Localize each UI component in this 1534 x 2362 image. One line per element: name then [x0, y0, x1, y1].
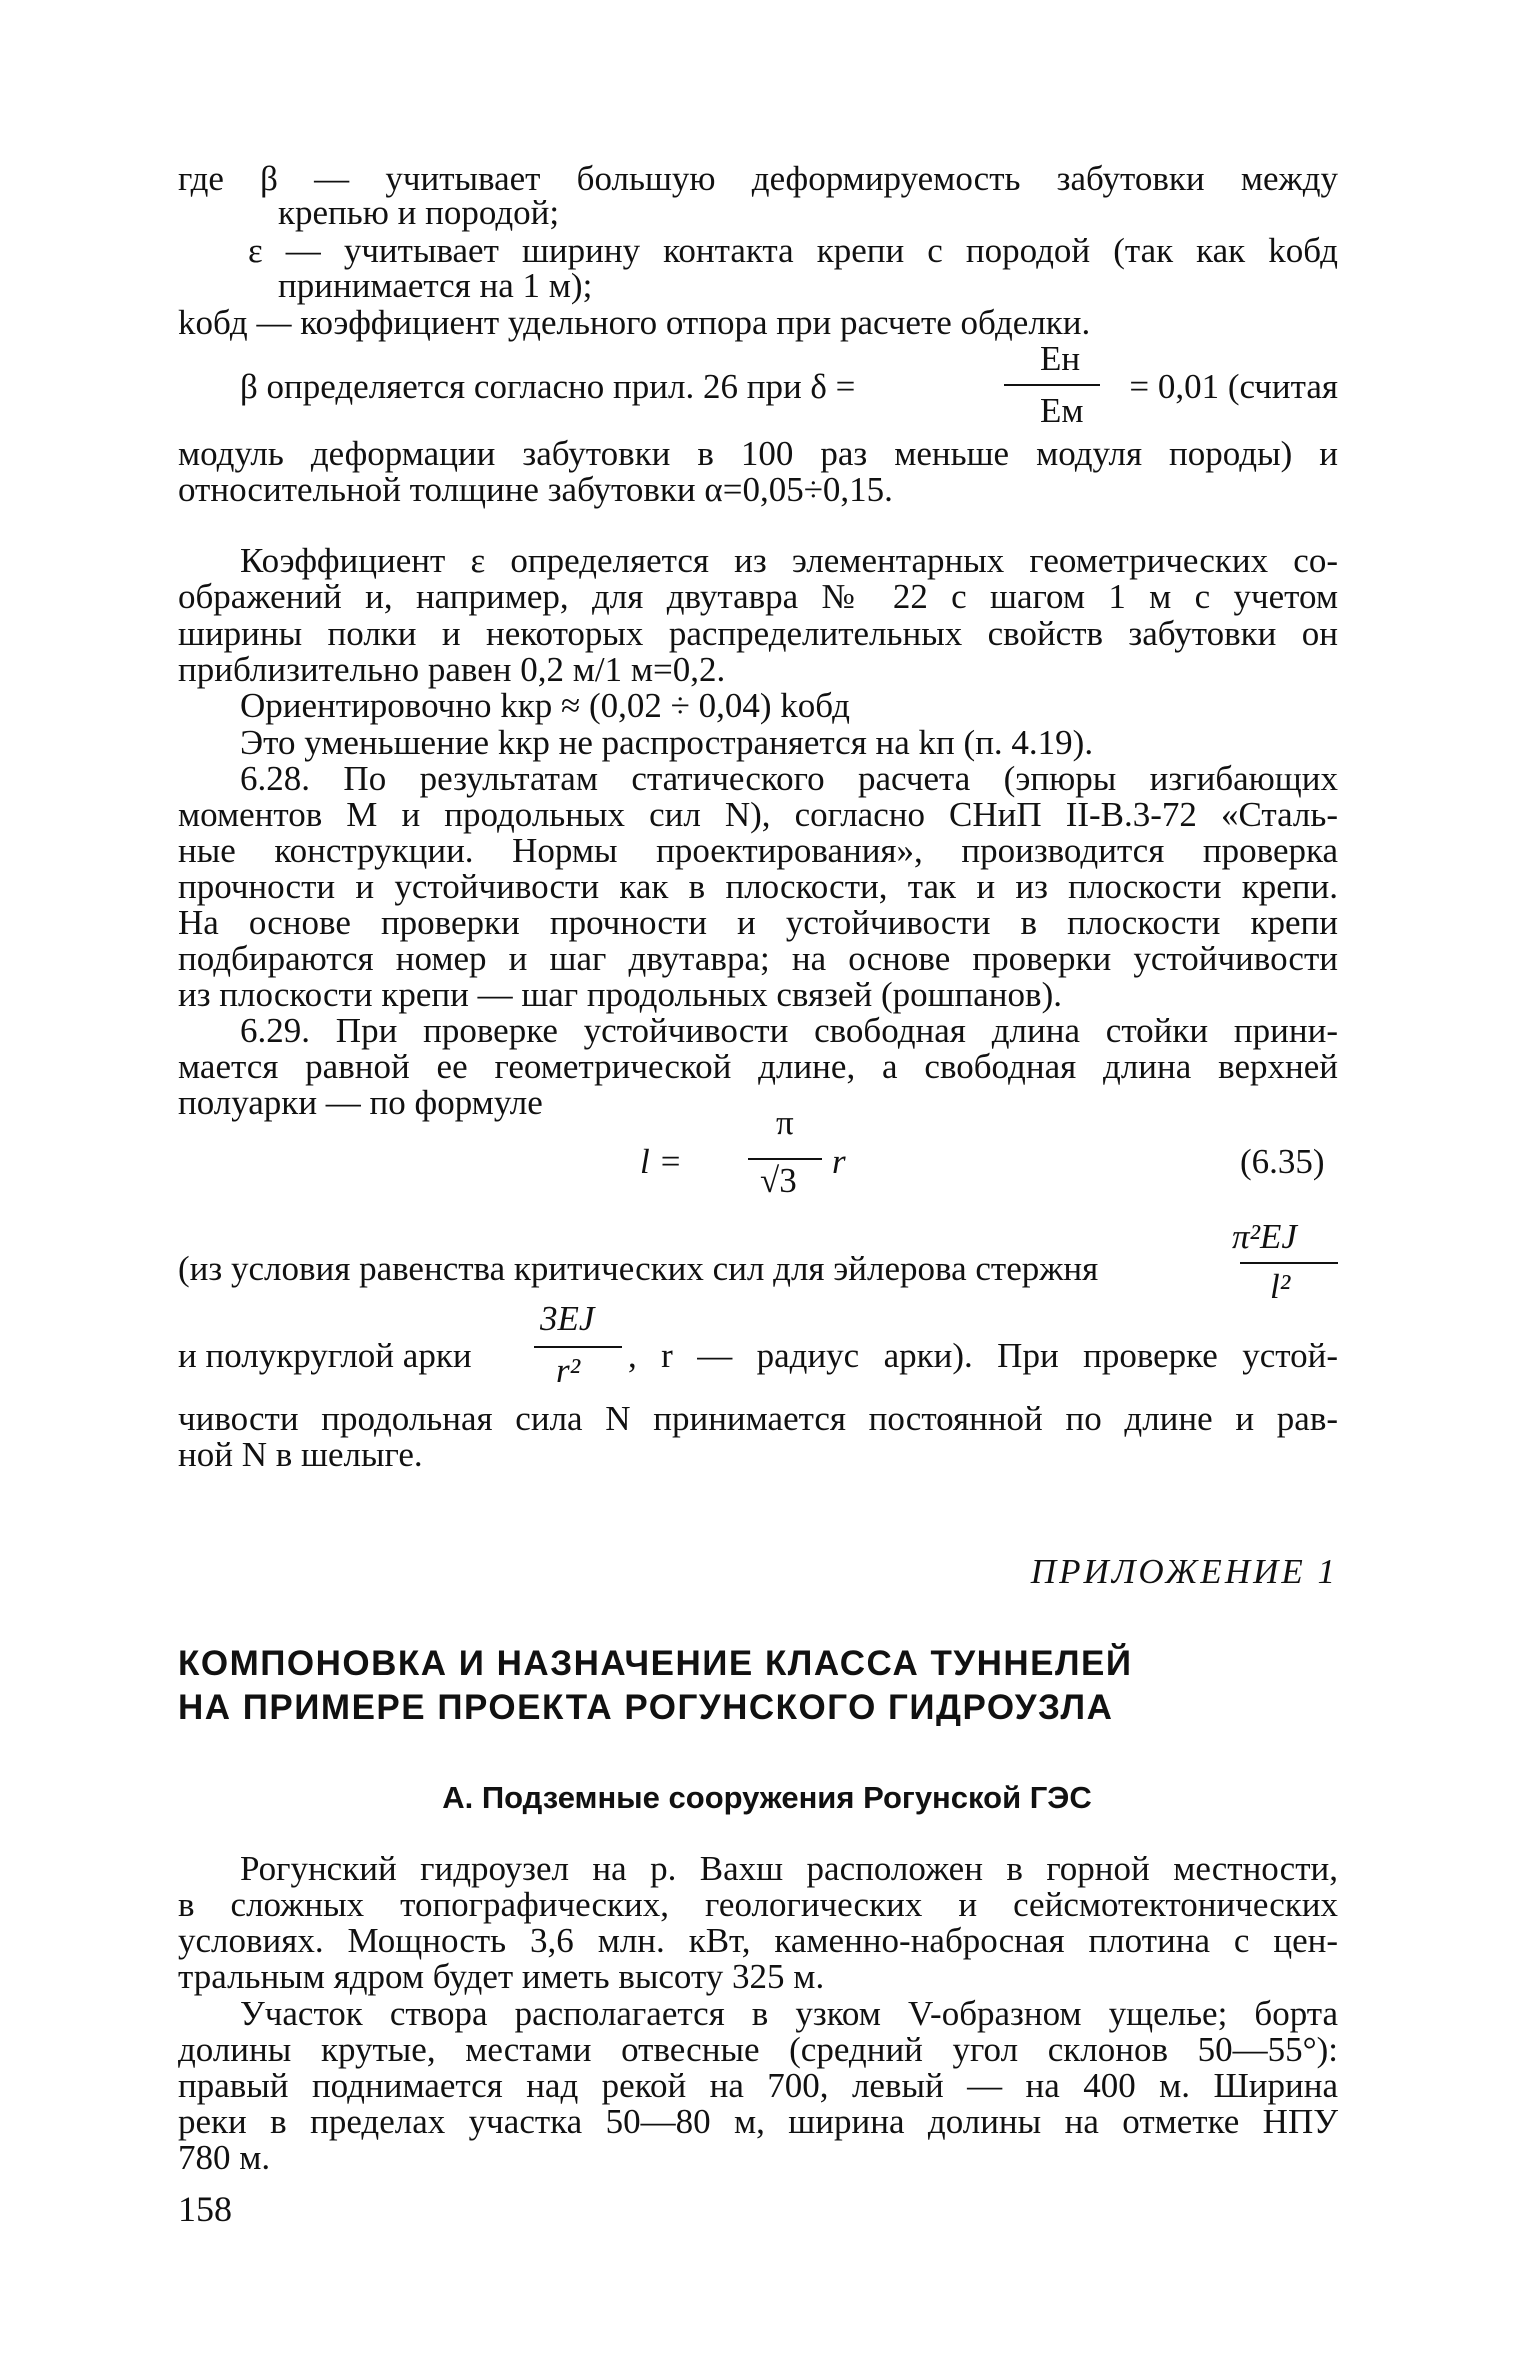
- text-line: в сложных топографических, геологических и сейсмотектонических: [178, 1885, 1338, 1924]
- fraction-numerator: 3EJ: [540, 1299, 595, 1338]
- text-line: 6.28. По результатам статического расчета (эпюры изгибающих: [240, 759, 1338, 798]
- fraction-denominator: l²: [1270, 1267, 1291, 1306]
- text-line: Коэффициент ε определяется из элементарных геометрических со-: [240, 541, 1338, 580]
- text-line: и полукруглой арки: [178, 1336, 472, 1375]
- fraction-bar: [534, 1346, 622, 1348]
- section-heading: НА ПРИМЕРЕ ПРОЕКТА РОГУНСКОГО ГИДРОУЗЛА: [178, 1688, 1114, 1727]
- text-line: реки в пределах участка 50—80 м, ширина долины на отметке НПУ: [178, 2102, 1338, 2141]
- text-line: приблизительно равен 0,2 м/1 м=0,2.: [178, 650, 726, 689]
- equation-number: (6.35): [1240, 1142, 1325, 1181]
- text-line: Это уменьшение kкр не распространяется на kп (п. 4.19).: [240, 723, 1094, 762]
- text-line: моментов M и продольных сил N), согласно СНиП II-В.3-72 «Сталь-: [178, 795, 1338, 834]
- formula-denominator: √3: [760, 1161, 797, 1200]
- text-line: правый поднимается над рекой на 700, левый — на 400 м. Ширина: [178, 2066, 1338, 2105]
- appendix-label: ПРИЛОЖЕНИЕ 1: [1030, 1552, 1338, 1591]
- text-line: чивости продольная сила N принимается постоянной по длине и рав-: [178, 1399, 1338, 1438]
- text-line: долины крутые, местами отвесные (средний угол склонов 50—55°):: [178, 2030, 1338, 2069]
- text-line: = 0,01 (считая: [1129, 367, 1338, 406]
- text-line: ε — учитывает ширину контакта крепи с породой (так как kобд: [248, 231, 1338, 270]
- formula-numerator: π: [776, 1103, 794, 1142]
- text-line: модуль деформации забутовки в 100 раз меньше модуля породы) и: [178, 434, 1338, 473]
- text-line: мается равной ее геометрической длине, а свободная длина верхней: [178, 1047, 1338, 1086]
- text-line: относительной толщине забутовки α=0,05÷0,15.: [178, 470, 893, 509]
- page-number: 158: [178, 2189, 232, 2229]
- text-line: ображений и, например, для двутавра № 22 с шагом 1 м с учетом: [178, 577, 1338, 616]
- text-line: прочности и устойчивости как в плоскости, так и из плоскости крепи.: [178, 867, 1338, 906]
- fraction-bar: [1240, 1262, 1338, 1264]
- fraction-numerator: Eн: [1040, 339, 1081, 378]
- text-line: β определяется согласно прил. 26 при δ =: [240, 367, 856, 406]
- text-line: 6.29. При проверке устойчивости свободная длина стойки прини-: [240, 1011, 1338, 1050]
- text-line: ширины полки и некоторых распределительных свойств забутовки он: [178, 614, 1338, 653]
- text-line: из плоскости крепи — шаг продольных связей (рошпанов).: [178, 975, 1062, 1014]
- fraction-denominator: Eм: [1040, 391, 1084, 430]
- formula-lhs: l =: [640, 1142, 683, 1181]
- formula-rhs: r: [832, 1142, 846, 1181]
- text-line: подбираются номер и шаг двутавра; на основе проверки устойчивости: [178, 939, 1338, 978]
- section-heading: КОМПОНОВКА И НАЗНАЧЕНИЕ КЛАССА ТУННЕЛЕЙ: [178, 1644, 1133, 1683]
- text-line: принимается на 1 м);: [278, 266, 593, 305]
- text-line: условиях. Мощность 3,6 млн. кВт, каменно-набросная плотина с цен-: [178, 1921, 1338, 1960]
- text-line: Рогунский гидроузел на р. Вахш расположен в горной местности,: [240, 1849, 1338, 1888]
- text-line: ной N в шелыге.: [178, 1435, 423, 1474]
- text-line: , r — радиус арки). При проверке устой-: [628, 1336, 1338, 1375]
- fraction-numerator: π²EJ: [1232, 1217, 1297, 1256]
- text-line: тральным ядром будет иметь высоту 325 м.: [178, 1957, 825, 1996]
- text-line: крепью и породой;: [278, 193, 560, 232]
- text-line: На основе проверки прочности и устойчивости в плоскости крепи: [178, 903, 1338, 942]
- fraction-bar: [1004, 384, 1100, 386]
- fraction-denominator: r²: [556, 1351, 581, 1390]
- text-line: Участок створа располагается в узком V-образном ущелье; борта: [240, 1994, 1338, 2033]
- text-line: (из условия равенства критических сил для эйлерова стержня: [178, 1249, 1099, 1288]
- text-line: Ориентировочно kкр ≈ (0,02 ÷ 0,04) kобд: [240, 686, 850, 725]
- subsection-heading: А. Подземные сооружения Рогунской ГЭС: [442, 1780, 1092, 1815]
- text-line: kобд — коэффициент удельного отпора при расчете обделки.: [178, 303, 1091, 342]
- text-line: ные конструкции. Нормы проектирования», производится проверка: [178, 831, 1338, 870]
- formula-bar: [748, 1158, 822, 1160]
- text-line: полуарки — по формуле: [178, 1083, 543, 1122]
- text-line: где β — учитывает большую деформируемость забутовки между: [178, 159, 1338, 198]
- text-line: 780 м.: [178, 2138, 271, 2177]
